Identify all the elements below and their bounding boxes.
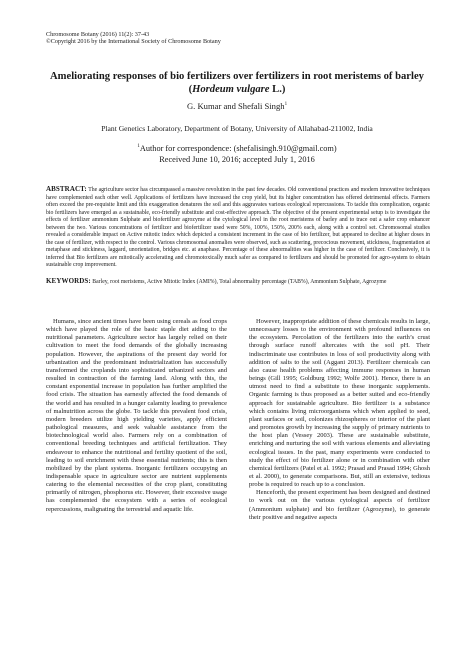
keywords: [46, 278, 430, 287]
correspondence-email: Author for correspondence: (shefalisingh.910@gmail.com): [139, 143, 337, 153]
title-suffix: L.): [269, 84, 286, 96]
abstract-label: ABSTRACT:: [46, 185, 87, 193]
body-paragraph: However, inappropriate addition of these chemicals results in large, unnecessary losses to the environment with profound influences on the ecosystem. Percolation of the fertilizers into the earth’s crust through surface runoff altercates with the soil pH. Their indiscriminate use contributes in loss of soil productivity along with addition of salts to the soil (Aggani 2013). Fertilizer chemicals can also cause health problems affecting immune responses in human beings (Gill 1995; Goldburg 1992; Wolfe 2001). Hence, there is an utmost need to find a substitute to these inorganic supplements. Organic farming is thus proposed as a better suited and eco-friendly approach for sustainable agriculture. Bio fertilizer is a substance which contains living microorganisms which when applied to seed, plant surfaces or soil, colonizes rhizospheres or interior of the plant and promotes growth by increasing the supply of primary nutrients to the host plan (Vessey 2003). These are sustainable substitute, enriching and nurturing the soil with various elements and alleviating ecological issues. In the past, many experiments were conducted to study the effect of bio fertilizer alone or in combination with other chemical fertilizers (Patel et al. 1992; Prasad and Prasad 1994; Ghosh et al. 2000), to generate comparisons. But, still an extensive, tedious probe is required to reach up to a conclusion.: [249, 318, 430, 489]
copyright-line: ©Copyright 2016 by the International Society of Chromosome Botany: [46, 38, 221, 46]
keywords-text: Barley, root meristems, Active Mitotic Index (AMI%), Total abnormality percentage (TAB%), Ammonium Sulphate, Agrozyme: [92, 279, 387, 285]
author-line: [0, 101, 474, 111]
abstract-text: The agriculture sector has circumpassed a massive revolution in the past few decades. Old conventional practices and modern innovative techniques have complemented each other well. Applications of fertilizers have increased the crop yield, but its higher concentration has offered detrimental effects. Farmers often exceed the pre-requisite limit and this exaggeration denatures the soil and this aggravates various ecological repercussions. To tackle this complication, organic bio fertilizers have emerged as a sustainable, eco-friendly substitute and cost-effective approach. The objective of the present experimental setup is to investigate the effects of fertilizer ammonium Sulphate and biofertilizer agrozyme at the cytological level in the root meristems of barley and to trace out a safer crop enhancer between the two. Various concentrations of fertilizer and biofertilizer used were 50%, 100%, 150%, 200% each, along with a control set. Chromosomal studies revealed a considerable impact on Active mitotic index which depicted a consistent increment in the case of bio fertilizer, but appeared to decline at higher doses in the case of fertilizer, with respect to the control. Various chromosomal anomalies were observed, such as scattering, precocious movement, stickiness, fragmentation at metaphase and stickiness, laggard, unorientation, bridges etc. at anaphase. Percentage of these abnormalities was higher in the case of fertilizer. Conclusively, it is inferred that Bio fertilizers are mitotically accelerating and chromotoxically much safer as compared to fertilizers and should be promoted for agro-system to obtain sustainable crop improvement.: [46, 187, 430, 269]
body-column-left: [46, 318, 227, 514]
keywords-label: KEYWORDS:: [46, 277, 91, 285]
journal-header: [46, 31, 221, 46]
correspondence-mark: 1: [137, 144, 140, 149]
received-dates: Received June 10, 2016; accepted July 1, 2016: [159, 154, 315, 164]
title-text: Ameliorating responses of bio fertilizers over fertilizers in root meristems of barley (: [50, 71, 424, 96]
author-mark: 1: [284, 102, 288, 108]
body-column-right: [249, 318, 430, 522]
abstract: [46, 186, 430, 270]
species-name: Hordeum vulgare: [192, 84, 270, 96]
journal-citation: Chromosome Botany (2016) 11(2): 37-43: [46, 31, 150, 38]
correspondence-line: [0, 141, 474, 154]
body-paragraph: Humans, since ancient times have been using cereals as food crops which have played the role of the basic staple diet aiding to the nutritional parameters. Agriculture sector has largely relied on their cultivation to meet the food demands of the globally increasing population. However, the aspirations of the present day world for urbanization and the predominant industrialization has successfully transformed the croplands into sophisticated urbanized sectors and resulted in contraction of the farming land. Along with this, the constant exponential increase in population has further amplified the food crisis. The situation has earnestly affected the food demands of the world and has resulted in a hunger calamity leading to prevalence of malnutrition across the globe. To tackle this prevalent food crisis, modern breeders utilize high yielding varieties, apply efficient pathological measures, and seek valuable assistance from the biotechnological world also. Farmers rely on a combination of conventional breeding techniques and artificial fertilization. They endeavour to enhance the nutritional and fertility quotient of the soil, leading to soil enrichment with these essential nutrients; this is then mobilized by the plant systems. Inorganic fertilizers occupying an indispensable space in agriculture sector are nutrient supplements catering to the elemental necessities of the crop plant, constituting primarily of nitrogen, phosphorus etc. However, their excessive usage has complemented the ecosystem with a series of ecological repercussions, malignating the terrestrial and aquatic life.: [46, 318, 227, 513]
body-paragraph: Henceforth, the present experiment has been designed and destined to work out on the various cytological aspects of fertilizer (Ammonium sulphate) and bio fertilizer (Agrozyme), to generate their positive and negative aspects: [249, 489, 430, 521]
correspondence-block: [0, 141, 474, 165]
affiliation: Plant Genetics Laboratory, Department of Botany, University of Allahabad-211002, India: [101, 124, 373, 133]
paper-title: [40, 70, 434, 96]
author-names: G. Kumar and Shefali Singh: [186, 101, 285, 111]
